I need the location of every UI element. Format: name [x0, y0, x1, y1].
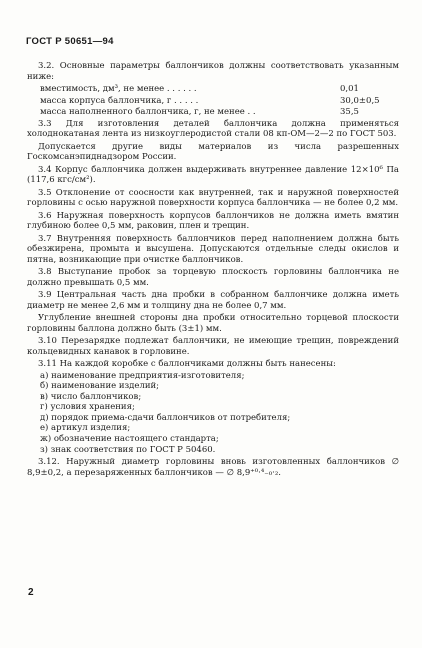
parameter-row — [27, 96, 399, 107]
list-item: г) условия хранения; — [40, 402, 135, 413]
document-header: ГОСТ Р 50651—94 — [26, 36, 114, 47]
paragraph-3-11: 3.11 На каждой коробке с баллончиками должны быть нанесены: — [38, 359, 336, 369]
list-item: в) число баллончиков; — [40, 391, 142, 402]
parameter-label: масса наполненного баллончика, г, не менее . . — [40, 107, 256, 117]
paragraph-3-6: 3.6 Наружная поверхность корпусов баллончиков не должна иметь вмятин глубиною более 0,5 мм, раковин, плен и трещин. — [27, 210, 399, 231]
paragraph-recess: Углубление внешней стороны дна пробки относительно торцевой плоскости горловины баллона должно быть (3±1) мм. — [27, 313, 399, 334]
list-item: а) наименование предприятия-изготовителя; — [40, 370, 245, 381]
parameter-row — [27, 107, 399, 118]
list-item: ж) обозначение настоящего стандарта; — [40, 434, 219, 445]
paragraph-3-8: 3.8 Выступание пробок за торцевую плоскость горловины баллончика не должно превышать 0,5 мм. — [27, 267, 399, 288]
parameter-value: 30,0±0,5 — [340, 95, 380, 106]
parameter-value: 35,5 — [340, 107, 359, 117]
paragraph-3-2: 3.2. Основные параметры баллончиков должны соответствовать указанным ниже: — [27, 61, 399, 82]
paragraph-3-7: 3.7 Внутренняя поверхность баллончиков перед наполнением должна быть обезжирена, промыта и высушена. Допускаются отдельные следы окислов и пятна, возникающие при очистке баллончиков. — [27, 233, 399, 265]
parameters-list — [27, 84, 399, 118]
parameter-row — [27, 84, 399, 95]
paragraph-3-9: 3.9 Центральная часть дна пробки в собранном баллончике должна иметь диаметр не менее 2,6 мм и толщину дна не более 0,7 мм. — [27, 290, 399, 311]
paragraph-3-12: 3.12. Наружный диаметр горловины вновь изготовленных баллончиков ∅ 8,9±0,2, а перезаряженных баллончиков — ∅ 8,9⁺⁰·⁴₋₀·₂. — [27, 457, 399, 478]
parameter-label: вместимость, дм³, не менее . . . . . . — [40, 84, 197, 94]
paragraph-3-10: 3.10 Перезарядке подлежат баллончики, не имеющие трещин, повреждений кольцевидных канавок в горловине. — [27, 336, 399, 357]
marking-list — [27, 371, 399, 456]
paragraph-3-4: 3.4 Корпус баллончика должен выдерживать внутреннее давление 12×10⁶ Па (117,6 кгс/см²). — [27, 164, 399, 185]
list-item: д) порядок приема-сдачи баллончиков от потребителя; — [40, 412, 291, 423]
parameter-value: 0,01 — [340, 84, 359, 94]
list-item: б) наименование изделий; — [40, 381, 160, 392]
parameter-label: масса корпуса баллончика, г . . . . . — [40, 95, 199, 106]
list-item: е) артикул изделия; — [40, 423, 131, 434]
paragraph-3-3: 3.3 Для изготовления деталей баллончика должна применяться холоднокатаная лента из низкоуглеродистой стали 08 кп-ОМ—2—2 по ГОСТ 503. — [27, 118, 399, 139]
paragraph-allowed-materials: Допускается другие виды материалов из числа разрешенных Госкомсанэпиднадзором России. — [27, 141, 399, 162]
page-number: 2 — [28, 587, 34, 598]
document-body — [27, 61, 399, 480]
paragraph-3-5: 3.5 Отклонение от соосности как внутренней, так и наружной поверхностей горловины с осью наружной поверхности корпуса баллончика — не более 0,2 мм. — [27, 187, 399, 208]
list-item: з) знак соответствия по ГОСТ Р 50460. — [40, 444, 216, 455]
